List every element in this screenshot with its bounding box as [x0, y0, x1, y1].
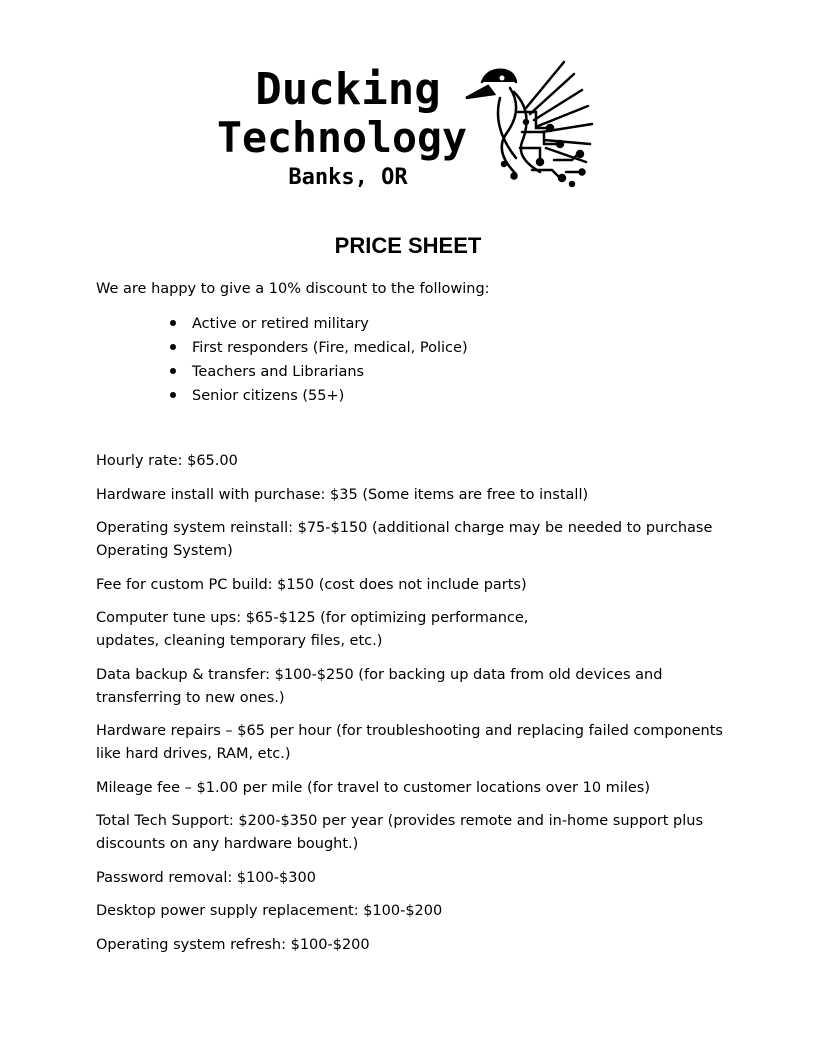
discount-group-seniors: Senior citizens (55+)	[192, 388, 345, 404]
company-logo	[214, 52, 598, 190]
discount-intro: We are happy to give a 10% discount to the following:	[96, 281, 490, 297]
logo-line-3: Banks, OR	[288, 165, 408, 190]
price-hardware-repairs: Hardware repairs – $65 per hour (for troubleshooting and replacing failed components like hard drives, RAM, etc.)	[96, 723, 723, 762]
bullet-icon	[170, 344, 176, 350]
list-item	[168, 336, 468, 360]
discount-list	[168, 312, 468, 408]
price-data-backup: Data backup & transfer: $100-$250 (for backing up data from old devices and transferring to new ones.)	[96, 666, 663, 706]
price-total-tech-support: Total Tech Support: $200-$350 per year (provides remote and in-home support plus discounts on any hardware bought.)	[96, 813, 704, 852]
price-hourly-rate: Hourly rate: $65.00	[96, 453, 238, 469]
price-mileage-fee: Mileage fee – $1.00 per mile (for travel to customer locations over 10 miles)	[96, 779, 650, 796]
bullet-icon	[170, 392, 176, 398]
circuit-duck-icon	[466, 62, 592, 186]
price-os-reinstall: Operating system reinstall: $75-$150 (additional charge may be needed to purchase Operating System)	[96, 520, 713, 559]
price-list	[96, 450, 726, 967]
logo-line-1: Ducking	[255, 64, 441, 115]
list-item	[168, 384, 468, 408]
discount-group-military: Active or retired military	[192, 316, 369, 332]
discount-group-teachers: Teachers and Librarians	[192, 364, 365, 380]
list-item	[168, 360, 468, 384]
price-tune-ups: Computer tune ups: $65-$125 (for optimizing performance, updates, cleaning temporary files, etc.)	[96, 610, 529, 649]
price-os-refresh: Operating system refresh: $100-$200	[96, 936, 370, 953]
bullet-icon	[170, 320, 176, 326]
discount-group-first-responders: First responders (Fire, medical, Police)	[192, 340, 468, 356]
price-custom-pc-build: Fee for custom PC build: $150 (cost does not include parts)	[96, 576, 527, 593]
price-password-removal: Password removal: $100-$300	[96, 869, 316, 886]
logo-line-2: Technology	[217, 113, 467, 162]
bullet-icon	[170, 368, 176, 374]
price-hardware-install: Hardware install with purchase: $35 (Some items are free to install)	[96, 486, 589, 503]
price-power-supply: Desktop power supply replacement: $100-$200	[96, 903, 443, 919]
list-item	[168, 312, 468, 336]
page-title: PRICE SHEET	[334, 233, 482, 258]
